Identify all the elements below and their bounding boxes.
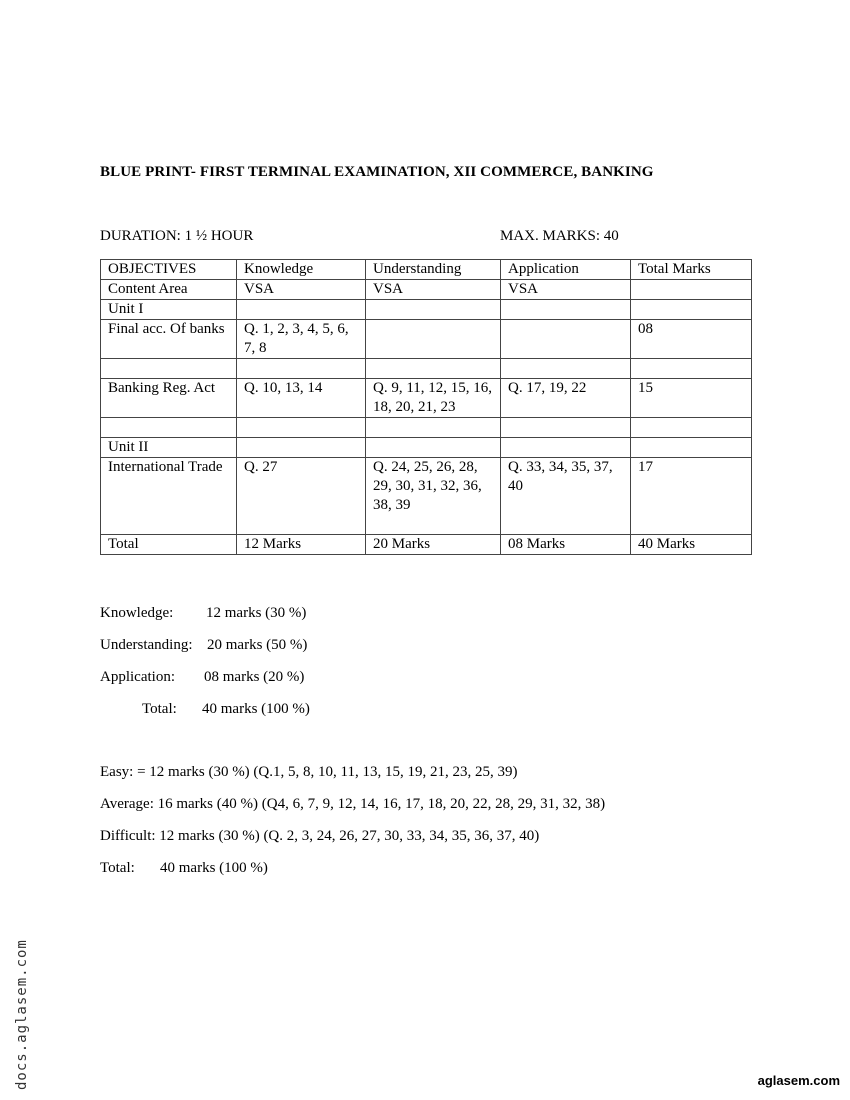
list-item bbox=[100, 669, 310, 701]
table-cell: OBJECTIVES bbox=[101, 260, 237, 280]
table-cell: Banking Reg. Act bbox=[101, 379, 237, 418]
table-row bbox=[101, 260, 752, 280]
table-cell: Q. 33, 34, 35, 37, 40 bbox=[501, 458, 631, 535]
duration-text: DURATION: 1 ½ HOUR bbox=[100, 228, 254, 244]
summary-label: Average: bbox=[100, 796, 154, 812]
table-cell: International Trade bbox=[101, 458, 237, 535]
table-cell: Q. 17, 19, 22 bbox=[501, 379, 631, 418]
summary-value: 08 marks (20 %) bbox=[204, 669, 305, 685]
list-item bbox=[100, 701, 310, 733]
summary-label: Total: bbox=[142, 701, 177, 717]
table-cell: Total bbox=[101, 535, 237, 555]
difficulty-summary bbox=[100, 764, 605, 892]
list-item bbox=[100, 637, 310, 669]
list-item bbox=[100, 796, 605, 828]
table-cell: VSA bbox=[366, 280, 501, 300]
summary-label: Knowledge: bbox=[100, 605, 174, 621]
objective-summary bbox=[100, 605, 310, 733]
max-marks-text: MAX. MARKS: 40 bbox=[500, 228, 619, 244]
table-cell bbox=[366, 418, 501, 438]
blueprint-table bbox=[100, 259, 752, 555]
table-cell bbox=[501, 320, 631, 359]
table-cell: Knowledge bbox=[237, 260, 366, 280]
table-cell bbox=[631, 418, 752, 438]
summary-label: Understanding: bbox=[100, 637, 193, 653]
watermark-text: docs.aglasem.com bbox=[14, 939, 30, 1090]
table-cell: 08 Marks bbox=[501, 535, 631, 555]
brand-link[interactable]: aglasem.com bbox=[757, 1073, 840, 1088]
list-item bbox=[100, 860, 605, 892]
table-cell: Q. 10, 13, 14 bbox=[237, 379, 366, 418]
table-cell: 17 bbox=[631, 458, 752, 535]
table-cell: Application bbox=[501, 260, 631, 280]
table-cell bbox=[366, 300, 501, 320]
table-cell: Unit II bbox=[101, 438, 237, 458]
summary-value: 12 marks (30 %) (Q. 2, 3, 24, 26, 27, 30, 33, 34, 35, 36, 37, 40) bbox=[159, 828, 540, 844]
table-cell bbox=[366, 438, 501, 458]
table-cell: Understanding bbox=[366, 260, 501, 280]
summary-value: 12 marks (30 %) bbox=[206, 605, 307, 621]
table-cell: VSA bbox=[501, 280, 631, 300]
table-row bbox=[101, 438, 752, 458]
table-row bbox=[101, 300, 752, 320]
summary-label: Easy: bbox=[100, 764, 134, 780]
table-cell bbox=[631, 438, 752, 458]
summary-label: Application: bbox=[100, 669, 175, 685]
table-cell bbox=[631, 300, 752, 320]
summary-label: Total: bbox=[100, 860, 135, 876]
table-cell: Q. 1, 2, 3, 4, 5, 6, 7, 8 bbox=[237, 320, 366, 359]
table-row bbox=[101, 535, 752, 555]
summary-value: 20 marks (50 %) bbox=[207, 637, 308, 653]
summary-value: 40 marks (100 %) bbox=[160, 860, 268, 876]
list-item bbox=[100, 764, 605, 796]
table-cell bbox=[101, 418, 237, 438]
summary-value: 40 marks (100 %) bbox=[202, 701, 310, 717]
table-cell bbox=[237, 438, 366, 458]
list-item bbox=[100, 828, 605, 860]
table-cell: Q. 27 bbox=[237, 458, 366, 535]
table-cell bbox=[501, 359, 631, 379]
table-cell: 08 bbox=[631, 320, 752, 359]
table-cell: Content Area bbox=[101, 280, 237, 300]
table-row bbox=[101, 320, 752, 359]
table-cell bbox=[366, 359, 501, 379]
table-cell: 20 Marks bbox=[366, 535, 501, 555]
table-cell bbox=[501, 418, 631, 438]
table-row bbox=[101, 359, 752, 379]
table-cell: 15 bbox=[631, 379, 752, 418]
table-cell: VSA bbox=[237, 280, 366, 300]
table-cell bbox=[501, 300, 631, 320]
table-cell: Unit I bbox=[101, 300, 237, 320]
table-row bbox=[101, 418, 752, 438]
table-cell bbox=[237, 418, 366, 438]
table-cell bbox=[631, 359, 752, 379]
table-cell: 12 Marks bbox=[237, 535, 366, 555]
table-cell bbox=[631, 280, 752, 300]
table-cell bbox=[237, 359, 366, 379]
table-cell: Final acc. Of banks bbox=[101, 320, 237, 359]
summary-value: 16 marks (40 %) (Q4, 6, 7, 9, 12, 14, 16, 17, 18, 20, 22, 28, 29, 31, 32, 38) bbox=[157, 796, 606, 812]
summary-value: = 12 marks (30 %) (Q.1, 5, 8, 10, 11, 13, 15, 19, 21, 23, 25, 39) bbox=[137, 764, 518, 780]
table-cell: 40 Marks bbox=[631, 535, 752, 555]
table-cell: Total Marks bbox=[631, 260, 752, 280]
table-cell bbox=[237, 300, 366, 320]
table-cell: Q. 9, 11, 12, 15, 16, 18, 20, 21, 23 bbox=[366, 379, 501, 418]
table-cell bbox=[101, 359, 237, 379]
table-row bbox=[101, 379, 752, 418]
document-title: BLUE PRINT- FIRST TERMINAL EXAMINATION, XII COMMERCE, BANKING bbox=[100, 164, 654, 180]
table-row bbox=[101, 458, 752, 535]
list-item bbox=[100, 605, 310, 637]
table-cell bbox=[366, 320, 501, 359]
summary-label: Difficult: bbox=[100, 828, 156, 844]
table-cell: Q. 24, 25, 26, 28, 29, 30, 31, 32, 36, 38, 39 bbox=[366, 458, 501, 535]
table-cell bbox=[501, 438, 631, 458]
table-row bbox=[101, 280, 752, 300]
